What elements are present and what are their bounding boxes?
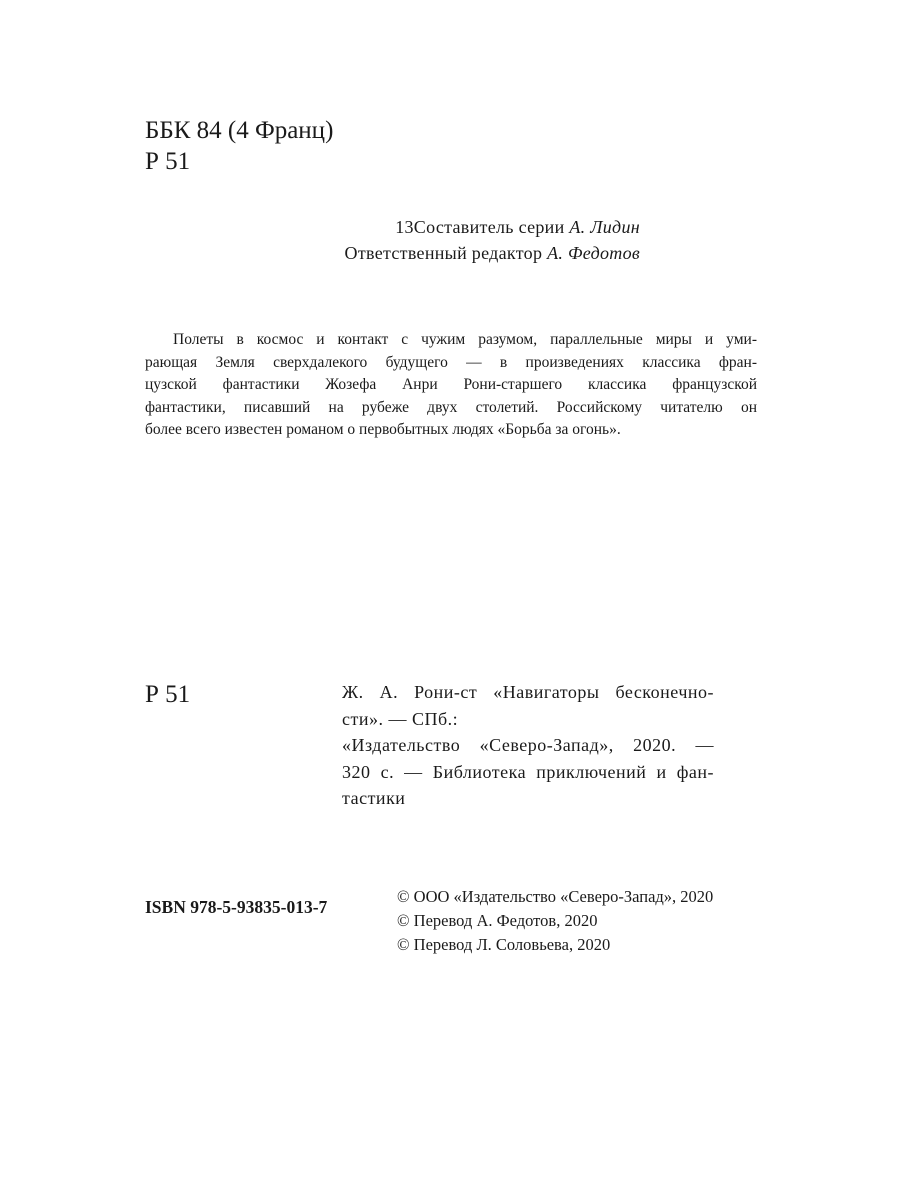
series-compiler-name: А. Лидин (569, 217, 640, 237)
biblio-line: 320 с. — Библиотека приключений и фан- (342, 761, 714, 782)
copyright-line: © Перевод Л. Соловьева, 2020 (397, 935, 611, 954)
biblio-line: Ж. А. Рони-ст «Навигаторы бесконечно- (342, 682, 714, 702)
annotation-line: цузской фантастики Жозефа Анри Рони-старшего классика французской (145, 376, 757, 393)
biblio-line: тастики (342, 788, 406, 808)
copyright-line: © Перевод А. Федотов, 2020 (397, 911, 598, 930)
series-compiler (250, 217, 640, 238)
annotation-line: фантастики, писавший на рубеже двух столетий. Российскому читателю он (145, 398, 757, 416)
copyright-line: © ООО «Издательство «Северо-Запад», 2020 (397, 887, 714, 906)
copyright-block (397, 885, 713, 957)
annotation-line: рающая Земля сверхдалекого будущего — в произведениях классика фран- (145, 353, 757, 371)
responsible-editor (250, 243, 640, 264)
bibliographic-description (342, 679, 714, 812)
series-compiler-label: 13Составитель серии (395, 217, 565, 237)
editor-label: Ответственный редактор (344, 243, 543, 263)
editor-name: А. Федотов (547, 243, 640, 263)
annotation-line: более всего известен романом о первобытных людях «Борьба за огонь». (145, 421, 621, 438)
bbk-classification: ББК 84 (4 Франц) (145, 117, 334, 144)
author-sign-top: Р 51 (145, 148, 191, 175)
isbn: ISBN 978-5-93835-013-7 (145, 897, 328, 917)
annotation (145, 329, 757, 442)
biblio-line: сти». — СПб.: (342, 708, 459, 729)
biblio-line: «Издательство «Северо-Запад», 2020. — (342, 735, 714, 755)
annotation-line: Полеты в космос и контакт с чужим разумом, параллельные миры и уми- (173, 331, 757, 348)
author-sign-bottom: Р 51 (145, 681, 191, 708)
